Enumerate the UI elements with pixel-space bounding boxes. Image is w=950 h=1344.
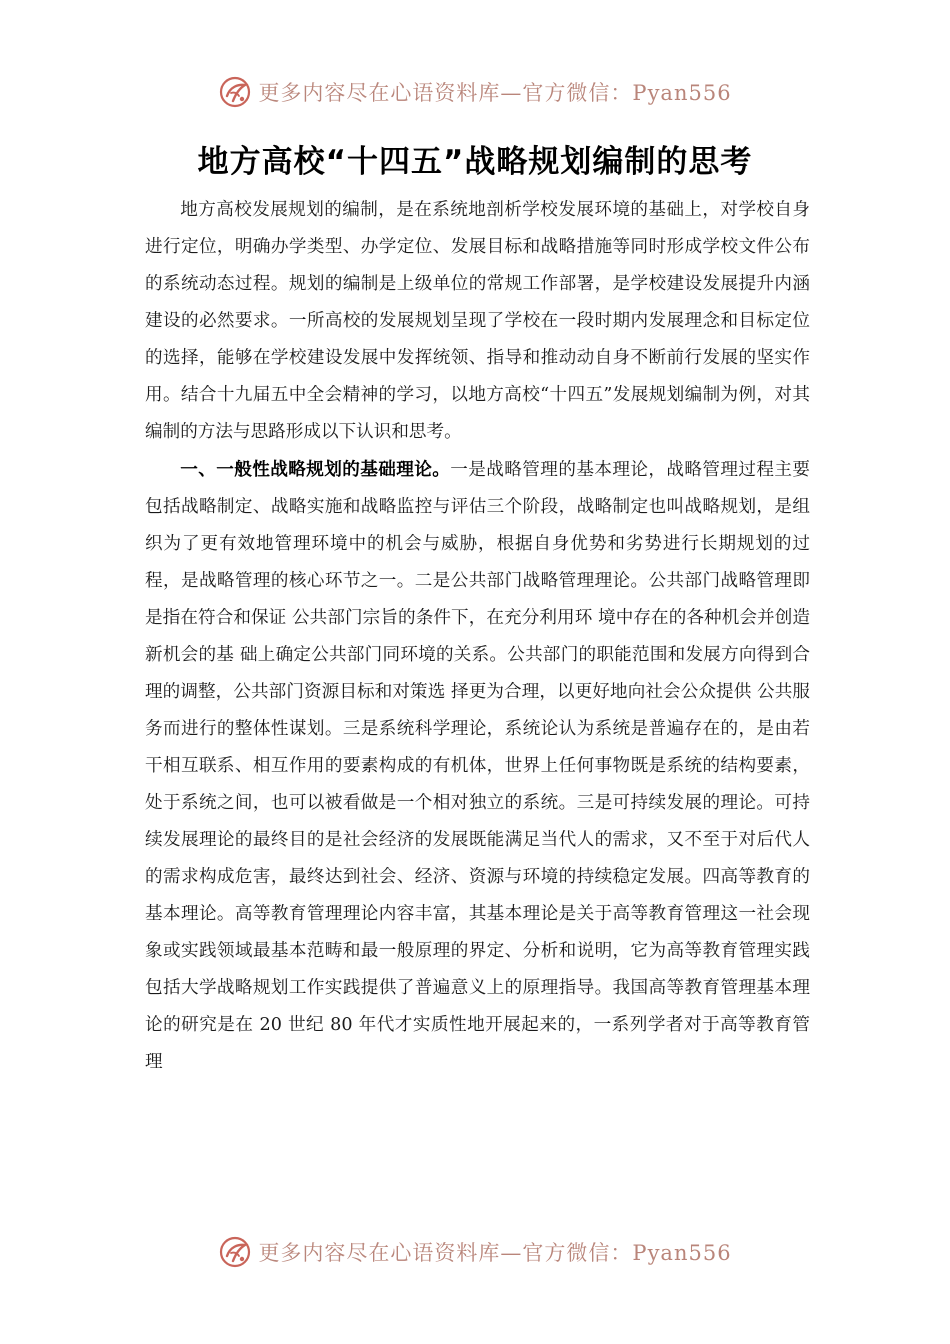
footer-banner-text: 更多内容尽在心语资料库—官方微信：Pyan556 (258, 1241, 732, 1265)
footer-banner (0, 1230, 950, 1274)
brand-logo-icon (218, 1235, 252, 1269)
section-1-paragraph (145, 452, 810, 1081)
document-title: 地方高校“十四五”战略规划编制的思考 (197, 144, 753, 180)
section-1-heading: 一、一般性战略规划的基础理论。 (180, 460, 451, 480)
intro-paragraph: 地方高校发展规划的编制，是在系统地剖析学校发展环境的基础上，对学校自身进行定位，明确办学类型、办学定位、发展目标和战略措施等同时形成学校文件公布的系统动态过程。规划的编制是上级单位的常规工作部署，是学校建设发展提升内涵建设的必然要求。一所高校的发展规划呈现了学校在一段时期内发展理念和目标定位的选择，能够在学校建设发展中发挥统领、指导和推动动自身不断前行发展的坚实作用。结合十九届五中全会精神的学习，以地方高校“十四五”发展规划编制为例，对其编制的方法与思路形成以下认识和思考。 (145, 200, 810, 442)
header-banner-text: 更多内容尽在心语资料库—官方微信：Pyan556 (258, 81, 732, 105)
brand-logo-icon (218, 75, 252, 109)
section-1-body: 一是战略管理的基本理论，战略管理过程主要包括战略制定、战略实施和战略监控与评估三个阶段，战略制定也叫战略规划，是组织为了更有效地管理环境中的机会与威胁，根据自身优势和劣势进行长期规划的过程，是战略管理的核心环节之一。二是公共部门战略管理理论。公共部门战略管理即是指在符合和保证 公共部门宗旨的条件下，在充分利用环 境中存在的各种机会并创造新机会的基 础上确定公共部门同环境的关系。公共部门的职能范围和发展方向得到合 理的调整，公共部门资源目标和对策选 择更为合理，以更好地向社会公众提供 公共服务而进行的整体性谋划。三是系统科学理论，系统论认为系统是普遍存在的，是由若干相互联系、相互作用的要素构成的有机体，世界上任何事物既是系统的结构要素，处于系统之间，也可以被看做是一个相对独立的系统。三是可持续发展的理论。可持续发展理论的最终目的是社会经济的发展既能满足当代人的需求，又不至于对后代人的需求构成危害，最终达到社会、经济、资源与环境的持续稳定发展。四高等教育的基本理论。高等教育管理理论内容丰富，其基本理论是关于高等教育管理这一社会现象或实践领域最基本范畴和最一般原理的界定、分析和说明，它为高等教育管理实践包括大学战略规划工作实践提供了普遍意义上的原理指导。我国高等教育管理基本理论的研究是在 20 世纪 80 年代才实质性地开展起来的，一系列学者对于高等教育管理 (145, 460, 810, 1072)
header-banner (0, 70, 950, 114)
